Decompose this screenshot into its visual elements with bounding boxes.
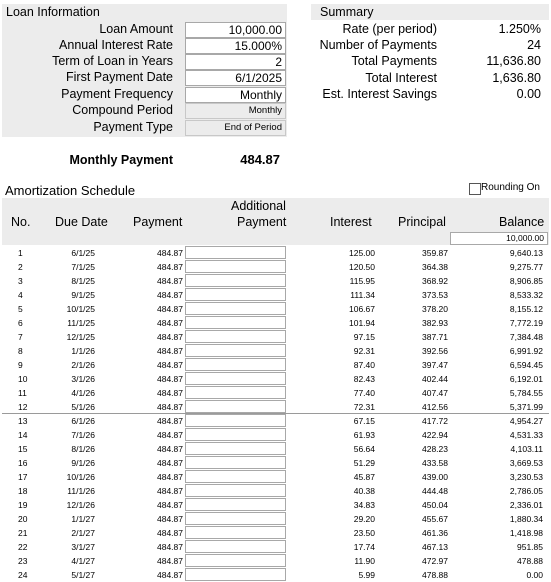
total-interest-value: 1,636.80 [492,71,541,85]
row-principal: 472.97 [422,556,448,566]
rounding-checkbox[interactable] [469,183,481,195]
payment-frequency-select[interactable]: Monthly [185,87,286,103]
interest-savings-label: Est. Interest Savings [322,87,437,101]
row-balance: 5,784.55 [509,388,543,398]
row-principal: 368.92 [422,276,448,286]
row-interest: 101.94 [349,318,375,328]
additional-payment-input[interactable] [185,512,286,525]
schedule-title: Amortization Schedule [5,183,136,198]
row-balance: 4,954.27 [509,416,543,426]
row-payment: 484.87 [157,346,183,356]
payment-type-label: Payment Type [93,120,173,134]
row-payment: 484.87 [157,570,183,580]
row-principal: 455.67 [422,514,448,524]
row-principal: 439.00 [422,472,448,482]
loan-amount-field[interactable]: 10,000.00 [185,22,286,38]
table-row [0,512,551,526]
table-row [0,372,551,386]
row-principal: 467.13 [422,542,448,552]
table-row [0,470,551,484]
row-number: 3 [18,276,23,286]
row-balance: 8,533.32 [509,290,543,300]
row-balance: 1,880.34 [509,514,543,524]
row-balance: 7,384.48 [509,332,543,342]
row-due-date: 4/1/26 [71,388,95,398]
additional-payment-input[interactable] [185,372,286,385]
monthly-payment-value: 484.87 [240,152,280,167]
row-principal: 412.56 [422,402,448,412]
additional-payment-input[interactable] [185,568,286,581]
row-principal: 402.44 [422,374,448,384]
col-additional-2: Payment [237,215,287,229]
row-due-date: 10/1/25 [66,304,95,314]
total-payments-label: Total Payments [351,54,437,68]
table-row [0,288,551,302]
row-interest: 82.43 [353,374,375,384]
row-number: 15 [18,444,28,454]
row-payment: 484.87 [157,318,183,328]
row-balance: 6,192.01 [509,374,543,384]
col-no: No. [11,215,31,229]
number-of-payments-label: Number of Payments [319,38,437,52]
row-payment: 484.87 [157,472,183,482]
row-number: 7 [18,332,23,342]
row-principal: 417.72 [422,416,448,426]
additional-payment-input[interactable] [185,442,286,455]
row-payment: 484.87 [157,430,183,440]
row-interest: 125.00 [349,248,375,258]
first-payment-date-label: First Payment Date [66,70,173,84]
row-number: 4 [18,290,23,300]
row-due-date: 6/1/25 [71,248,95,258]
row-balance: 6,594.45 [509,360,543,370]
row-balance: 4,103.11 [510,444,543,454]
row-principal: 478.88 [422,570,448,580]
row-payment: 484.87 [157,528,183,538]
row-balance: 8,906.85 [509,276,543,286]
additional-payment-input[interactable] [185,498,286,511]
row-interest: 23.50 [353,528,375,538]
row-principal: 450.04 [422,500,448,510]
loan-info-header: Loan Information [6,5,100,19]
additional-payment-input[interactable] [185,400,286,413]
row-due-date: 10/1/26 [66,472,95,482]
row-due-date: 5/1/26 [71,402,95,412]
row-due-date: 11/1/25 [67,318,95,328]
row-number: 1 [18,248,23,258]
row-due-date: 1/1/27 [71,514,95,524]
summary-header: Summary [320,5,374,19]
row-number: 18 [18,486,28,496]
row-due-date: 2/1/26 [71,360,95,370]
row-number: 5 [18,304,23,314]
row-balance: 951.85 [517,542,543,552]
additional-payment-input[interactable] [185,274,286,287]
col-interest: Interest [330,215,372,229]
additional-payment-input[interactable] [185,316,286,329]
row-number: 9 [18,360,23,370]
table-row [0,456,551,470]
row-interest: 51.29 [353,458,375,468]
row-principal: 422.94 [422,430,448,440]
row-principal: 382.93 [422,318,448,328]
additional-payment-input[interactable] [185,302,286,315]
row-balance: 9,640.13 [509,248,543,258]
row-number: 8 [18,346,23,356]
row-number: 22 [18,542,28,552]
additional-payment-input[interactable] [185,358,286,371]
additional-payment-input[interactable] [185,456,286,469]
table-row [0,246,551,260]
row-interest: 87.40 [353,360,375,370]
additional-payment-input[interactable] [185,246,286,259]
additional-payment-input[interactable] [185,414,286,427]
row-interest: 92.31 [353,346,375,356]
row-payment: 484.87 [157,416,183,426]
row-due-date: 8/1/25 [71,276,95,286]
table-row [0,568,551,582]
row-principal: 444.48 [422,486,448,496]
row-payment: 484.87 [157,388,183,398]
row-principal: 364.38 [422,262,448,272]
table-row [0,540,551,554]
row-number: 23 [18,556,28,566]
additional-payment-input[interactable] [185,470,286,483]
row-interest: 97.15 [353,332,375,342]
payment-type-select[interactable]: End of Period [185,120,286,136]
interest-savings-value: 0.00 [516,87,541,101]
row-principal: 397.47 [422,360,448,370]
row-payment: 484.87 [157,332,183,342]
col-additional-1: Additional [231,199,286,213]
row-principal: 407.47 [422,388,448,398]
row-due-date: 3/1/27 [71,542,95,552]
compound-period-label: Compound Period [72,103,173,117]
additional-payment-input[interactable] [185,260,286,273]
row-payment: 484.87 [157,500,183,510]
row-interest: 115.95 [349,276,375,286]
table-row [0,316,551,330]
row-number: 21 [18,528,28,538]
rate-per-period-label: Rate (per period) [342,22,437,36]
row-number: 16 [18,458,28,468]
row-due-date: 4/1/27 [71,556,95,566]
row-interest: 106.67 [349,304,375,314]
row-balance: 478.88 [517,556,543,566]
row-balance: 4,531.33 [509,430,543,440]
row-number: 6 [18,318,23,328]
row-balance: 1,418.98 [509,528,543,538]
table-row [0,442,551,456]
row-balance: 2,786.05 [509,486,543,496]
row-number: 20 [18,514,28,524]
schedule-year-divider [2,413,549,414]
row-balance: 6,991.92 [509,346,543,356]
additional-payment-input[interactable] [185,554,286,567]
row-due-date: 7/1/26 [71,430,95,440]
row-interest: 67.15 [353,416,375,426]
table-row [0,358,551,372]
table-row [0,484,551,498]
row-due-date: 12/1/25 [66,332,95,342]
row-balance: 7,772.19 [509,318,543,328]
additional-payment-input[interactable] [185,386,286,399]
row-number: 13 [18,416,28,426]
row-number: 24 [18,570,28,580]
loan-amount-label: Loan Amount [99,22,173,36]
row-interest: 17.74 [353,542,375,552]
row-balance: 0.00 [526,570,543,580]
row-number: 10 [18,374,28,384]
monthly-payment-label: Monthly Payment [69,153,173,167]
row-payment: 484.87 [157,514,183,524]
row-payment: 484.87 [157,458,183,468]
row-due-date: 2/1/27 [71,528,95,538]
row-due-date: 7/1/25 [71,262,95,272]
row-interest: 61.93 [353,430,375,440]
row-interest: 34.83 [353,500,375,510]
row-due-date: 12/1/26 [66,500,95,510]
row-number: 12 [18,402,28,412]
row-due-date: 11/1/26 [67,486,95,496]
rate-per-period-value: 1.250% [498,22,541,36]
additional-payment-input[interactable] [185,344,286,357]
table-row [0,414,551,428]
row-balance: 2,336.01 [509,500,543,510]
table-row [0,498,551,512]
payment-frequency-label: Payment Frequency [61,87,173,101]
row-interest: 111.34 [350,290,375,300]
table-row [0,344,551,358]
row-payment: 484.87 [157,262,183,272]
total-payments-value: 11,636.80 [486,54,541,68]
compound-period-select[interactable]: Monthly [185,103,286,119]
total-interest-label: Total Interest [365,71,437,85]
row-interest: 77.40 [353,388,375,398]
row-interest: 72.31 [353,402,375,412]
row-principal: 461.36 [422,528,448,538]
number-of-payments-value: 24 [527,38,541,52]
table-row [0,400,551,414]
row-balance: 3,230.53 [509,472,543,482]
row-principal: 359.87 [422,248,448,258]
row-payment: 484.87 [157,486,183,496]
additional-payment-input[interactable] [185,540,286,553]
row-payment: 484.87 [157,276,183,286]
annual-interest-rate-label: Annual Interest Rate [59,38,173,52]
table-row [0,260,551,274]
row-balance: 3,669.53 [509,458,543,468]
table-row [0,526,551,540]
row-interest: 45.87 [353,472,375,482]
row-principal: 428.23 [422,444,448,454]
col-payment: Payment [133,215,183,229]
first-payment-date-field[interactable]: 6/1/2025 [185,70,286,86]
table-row [0,274,551,288]
term-years-label: Term of Loan in Years [52,54,173,68]
additional-payment-input[interactable] [185,330,286,343]
row-number: 19 [18,500,28,510]
row-interest: 11.90 [354,556,375,566]
row-due-date: 9/1/26 [71,458,95,468]
row-number: 2 [18,262,23,272]
row-due-date: 6/1/26 [71,416,95,426]
table-row [0,554,551,568]
row-payment: 484.87 [157,556,183,566]
row-number: 17 [18,472,28,482]
row-interest: 120.50 [349,262,375,272]
row-interest: 40.38 [353,486,375,496]
row-payment: 484.87 [157,248,183,258]
row-principal: 378.20 [422,304,448,314]
row-principal: 392.56 [422,346,448,356]
row-number: 11 [18,388,27,398]
row-payment: 484.87 [157,444,183,454]
row-balance: 9,275.77 [509,262,543,272]
additional-payment-input[interactable] [185,428,286,441]
row-payment: 484.87 [157,542,183,552]
row-interest: 5.99 [358,570,375,580]
row-number: 14 [18,430,28,440]
col-principal: Principal [398,215,446,229]
row-due-date: 8/1/26 [71,444,95,454]
row-due-date: 1/1/26 [71,346,95,356]
row-due-date: 5/1/27 [71,570,95,580]
additional-payment-input[interactable] [185,526,286,539]
additional-payment-input[interactable] [185,288,286,301]
row-payment: 484.87 [157,360,183,370]
table-row [0,302,551,316]
row-principal: 387.71 [422,332,448,342]
row-interest: 29.20 [353,514,375,524]
opening-balance-field: 10,000.00 [450,232,548,245]
row-balance: 8,155.12 [509,304,543,314]
row-payment: 484.87 [157,290,183,300]
col-due-date: Due Date [55,215,108,229]
row-due-date: 9/1/25 [71,290,95,300]
row-principal: 433.58 [422,458,448,468]
row-principal: 373.53 [422,290,448,300]
row-payment: 484.87 [157,402,183,412]
table-row [0,330,551,344]
row-payment: 484.87 [157,374,183,384]
annual-interest-rate-field[interactable]: 15.000% [185,38,286,54]
row-balance: 5,371.99 [509,402,543,412]
row-due-date: 3/1/26 [71,374,95,384]
rounding-label: Rounding On [481,182,540,193]
additional-payment-input[interactable] [185,484,286,497]
row-payment: 484.87 [157,304,183,314]
term-years-field[interactable]: 2 [185,54,286,70]
table-row [0,386,551,400]
table-row [0,428,551,442]
col-balance: Balance [499,215,545,229]
row-interest: 56.64 [353,444,375,454]
